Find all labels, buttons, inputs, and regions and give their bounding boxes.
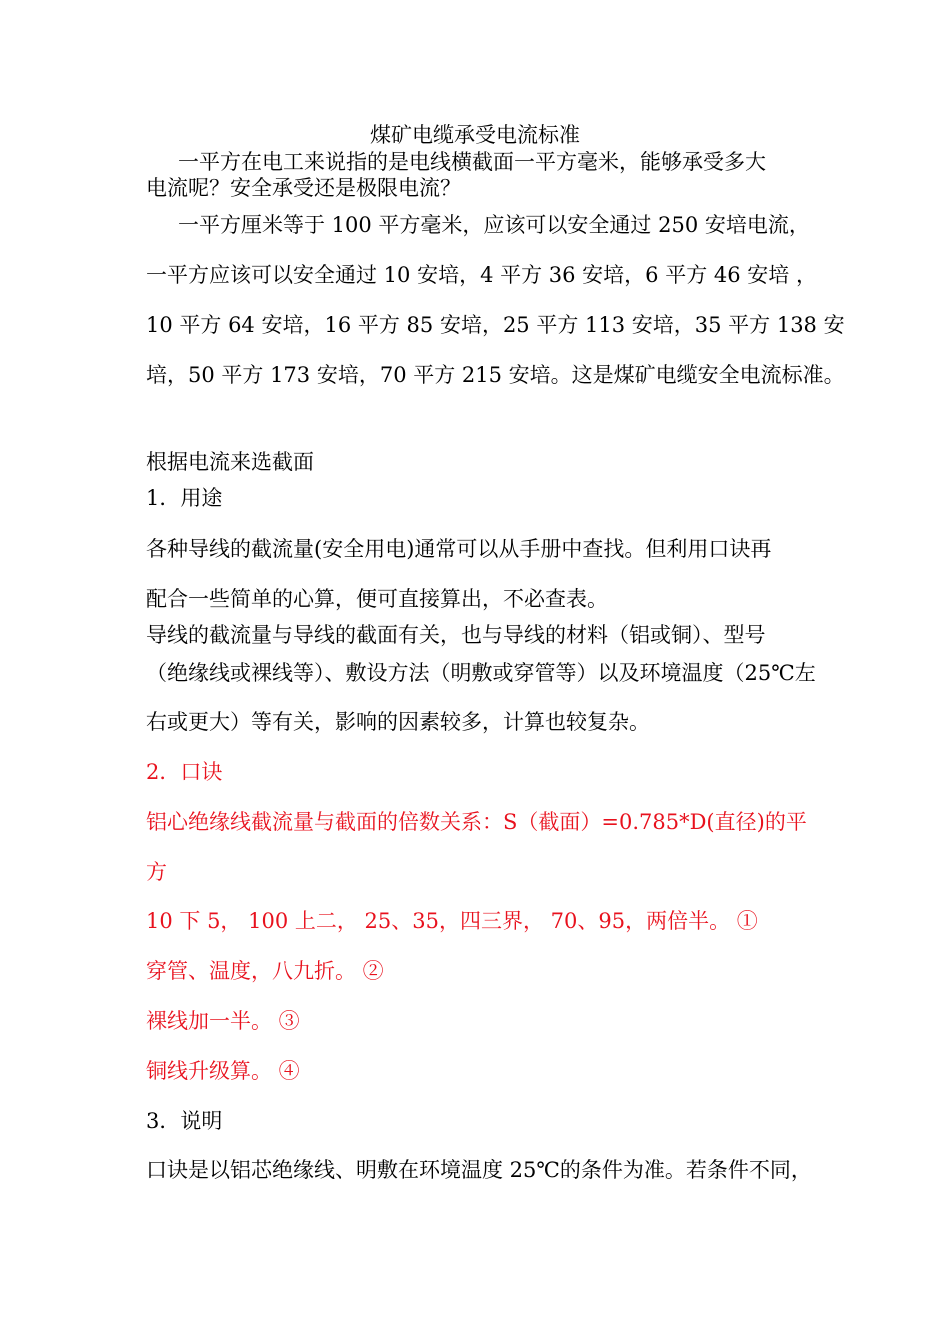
formula-line-1: 铝心绝缘线截流量与截面的倍数关系：S（截面）=0.785*D(直径)的平 <box>146 810 807 834</box>
standard-line-3: 10 平方 64 安培，16 平方 85 安培，25 平方 113 安培，35 平方 138 安 <box>146 313 845 337</box>
notes-line-1: 口诀是以铝芯绝缘线、明敷在环境温度 25℃的条件为准。若条件不同， <box>146 1158 812 1182</box>
formula-line-2: 方 <box>146 860 167 884</box>
formula-line-4: 穿管、温度，八九折。 ② <box>146 959 384 983</box>
usage-line-4: （绝缘线或裸线等）、敷设方法（明敷或穿管等）以及环境温度（25℃左 <box>146 661 816 685</box>
intro-line-1: 一平方在电工来说指的是电线横截面一平方毫米，能够承受多大 <box>178 150 766 174</box>
section-heading: 根据电流来选截面 <box>146 450 314 474</box>
standard-line-1: 一平方厘米等于 100 平方毫米，应该可以安全通过 250 安培电流， <box>178 213 810 237</box>
usage-line-5: 右或更大）等有关，影响的因素较多，计算也较复杂。 <box>146 710 650 734</box>
formula-heading: 2．口诀 <box>146 760 223 784</box>
usage-line-1: 各种导线的截流量(安全用电)通常可以从手册中查找。但利用口诀再 <box>146 537 772 561</box>
usage-line-3: 导线的截流量与导线的截面有关，也与导线的材料（铝或铜）、型号 <box>146 623 766 647</box>
formula-line-5: 裸线加一半。 ③ <box>146 1009 300 1033</box>
standard-line-2: 一平方应该可以安全通过 10 安培，4 平方 36 安培，6 平方 46 安培 ， <box>146 263 817 287</box>
notes-heading: 3．说明 <box>146 1109 223 1133</box>
formula-line-6: 铜线升级算。 ④ <box>146 1059 300 1083</box>
formula-line-3: 10 下 5， 100 上二， 25、35，四三界， 70、95，两倍半。 ① <box>146 909 758 933</box>
intro-line-2: 电流呢？安全承受还是极限电流？ <box>146 176 461 200</box>
usage-heading: 1．用途 <box>146 486 223 510</box>
document-title: 煤矿电缆承受电流标准 <box>370 123 580 147</box>
usage-line-2: 配合一些简单的心算，便可直接算出，不必查表。 <box>146 587 608 611</box>
standard-line-4: 培，50 平方 173 安培，70 平方 215 安培。这是煤矿电缆安全电流标准。 <box>146 363 845 387</box>
